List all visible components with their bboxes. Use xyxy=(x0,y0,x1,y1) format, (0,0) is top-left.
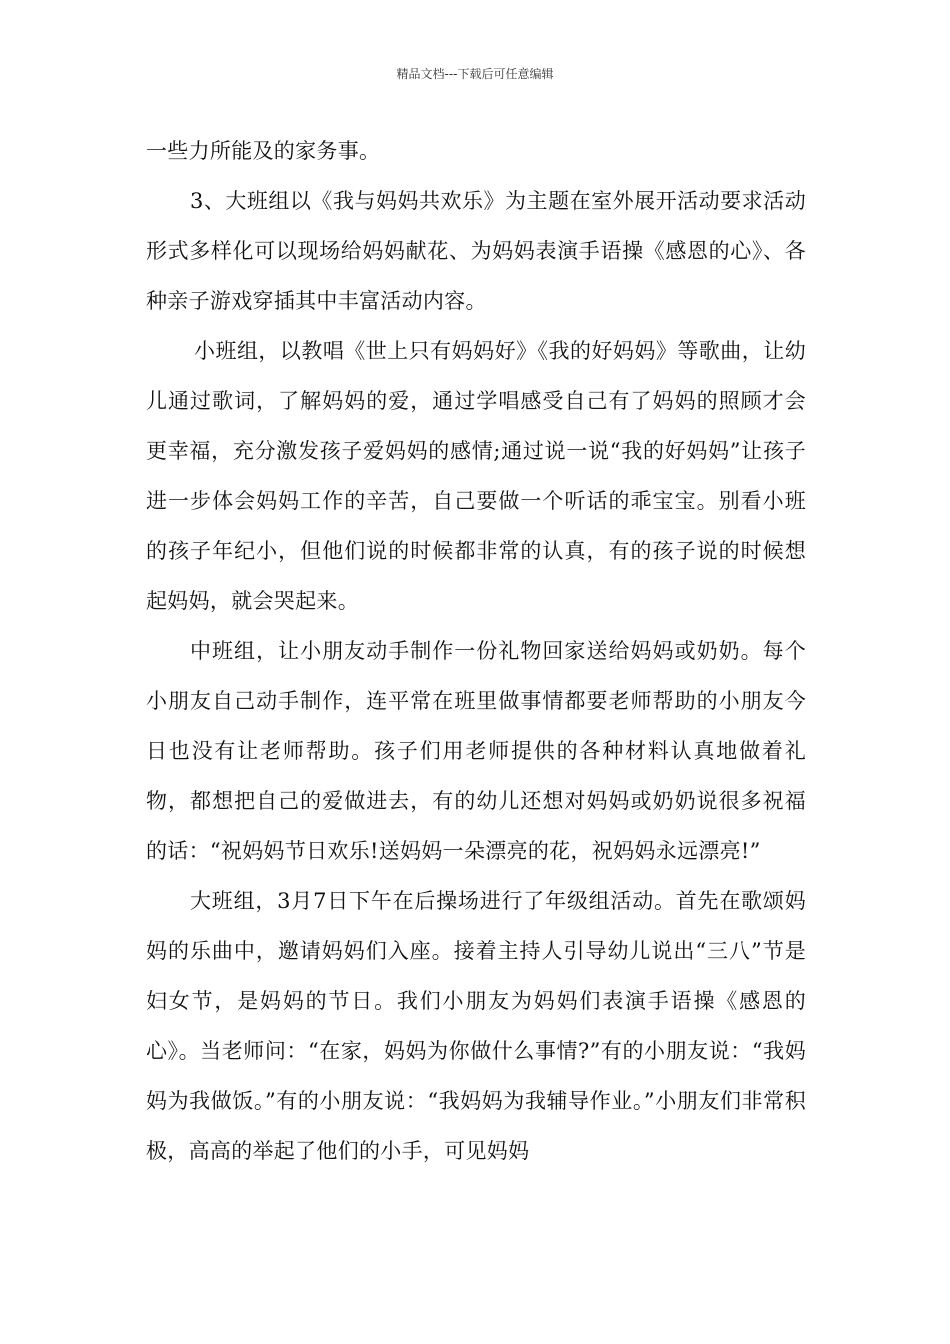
paragraph-1: 一些力所能及的家务事。 xyxy=(146,139,381,163)
document-body xyxy=(146,126,806,1176)
paragraph-2: 3、大班组以《我与妈妈共欢乐》为主题在室外展开活动要求活动形式多样化可以现场给妈妈献花、为妈妈表演手语操《感恩的心》、各种亲子游戏穿插其中丰富活动内容。 xyxy=(146,189,806,313)
paragraph-3: 小班组，以教唱《世上只有妈妈好》《我的好妈妈》等歌曲，让幼儿通过歌词，了解妈妈的爱，通过学唱感受自己有了妈妈的照顾才会更幸福，充分激发孩子爱妈妈的感情;通过说一说“我的好妈妈”让孩子进一步体会妈妈工作的辛苦，自己要做一个听话的乖宝宝。别看小班的孩子年纪小，但他们说的时候都非常的认真，有的孩子说的时候想起妈妈，就会哭起来。 xyxy=(146,339,806,613)
paragraph-4: 中班组，让小朋友动手制作一份礼物回家送给妈妈或奶奶。每个小朋友自己动手制作，连平常在班里做事情都要老师帮助的小朋友今日也没有让老师帮助。孩子们用老师提供的各种材料认真地做着礼物，都想把自己的爱做进去，有的幼儿还想对妈妈或奶奶说很多祝福的话：“祝妈妈节日欢乐!送妈妈一朵漂亮的花，祝妈妈永远漂亮!” xyxy=(146,639,806,863)
page-header: 精品文档---下载后可任意编辑 xyxy=(396,67,554,81)
paragraph-5: 大班组，3月7日下午在后操场进行了年级组活动。首先在歌颂妈妈的乐曲中，邀请妈妈们入座。接着主持人引导幼儿说出“三八”节是妇女节，是妈妈的节日。我们小朋友为妈妈们表演手语操《感恩的心》。当老师问：“在家，妈妈为你做什么事情?”有的小朋友说：“我妈妈为我做饭。”有的小朋友说：“我妈妈为我辅导作业。”小朋友们非常积极，高高的举起了他们的小手，可见妈妈 xyxy=(146,889,806,1163)
